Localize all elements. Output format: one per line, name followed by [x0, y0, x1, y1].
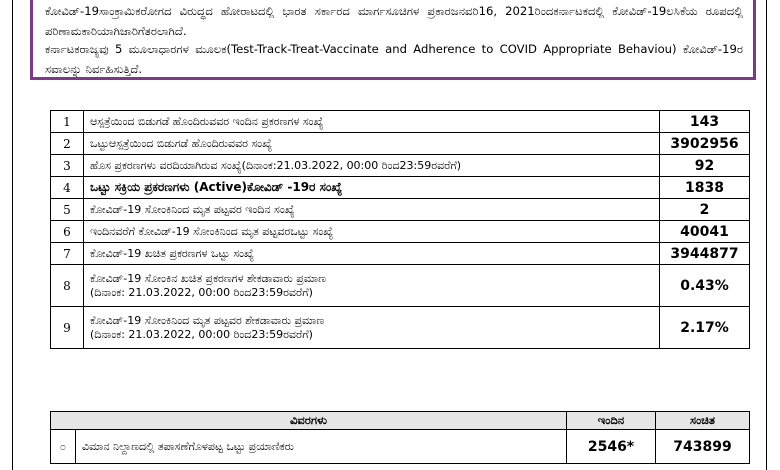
- notice-box: [30, 0, 756, 80]
- header-details: ವಿವರಗಳು: [51, 412, 567, 430]
- table-row: [51, 111, 750, 133]
- row-value: 0.43%: [660, 265, 750, 307]
- row-value: 40041: [660, 221, 750, 243]
- row-number: 3: [51, 155, 84, 177]
- row-value: 1838: [660, 177, 750, 199]
- table-row: [51, 221, 750, 243]
- table-row: [51, 307, 750, 349]
- row-number: 8: [51, 265, 84, 307]
- row-label-line: ಕೋವಿಡ್-19 ಸೋಂಕಿನಿಂದ ಮೃತ ಪಟ್ಟವರ ಶೇಕಡಾವಾರು ಪ್ರಮಾಣ: [90, 313, 325, 327]
- row-date-range: (ದಿನಾಂಕ: 21.03.2022, 00:00 ರಿಂದ23:59ರವರೆಗೆ): [90, 285, 313, 299]
- row-value: 2: [660, 199, 750, 221]
- page-border-right: [766, 0, 767, 470]
- row-number: ೦: [51, 430, 76, 464]
- row-value: 2.17%: [660, 307, 750, 349]
- page-border-left: [12, 0, 13, 470]
- table-row: [51, 133, 750, 155]
- table-row: [51, 199, 750, 221]
- row-number: 9: [51, 307, 84, 349]
- row-number: 1: [51, 111, 84, 133]
- header-today: ಇಂದಿನ: [567, 412, 656, 430]
- row-label: ವಿಮಾನ ನಿಲ್ದಾಣದಲ್ಲಿ ತಪಾಸಣೆಗೊಳಪಟ್ಟ ಒಟ್ಟು ಪ್ರಯಾಣಿಕರು: [76, 430, 567, 464]
- table-row: [51, 155, 750, 177]
- row-label: ಕೋವಿಡ್-19 ಖಚಿತ ಪ್ರಕರಣಗಳ ಒಟ್ಟು ಸಂಖ್ಯೆ: [84, 243, 660, 265]
- row-number: 2: [51, 133, 84, 155]
- row-label: ಒಟ್ಟು ಸಕ್ರಿಯ ಪ್ರಕರಣಗಳು (Active)ಕೋವಿಡ್ -19ರ ಸಂಖ್ಯೆ: [84, 177, 660, 199]
- row-label: ಒಟ್ಟುಆಸ್ಪತ್ರೆಯಿಂದ ಬಿಡುಗಡೆ ಹೊಂದಿರುವವರ ಸಂಖ್ಯೆ: [84, 133, 660, 155]
- row-value: 143: [660, 111, 750, 133]
- row-date-range: (ದಿನಾಂಕ: 21.03.2022, 00:00 ರಿಂದ23:59ರವರೆಗೆ): [90, 327, 313, 341]
- covid-stats-table: [50, 110, 750, 349]
- row-label: ಇಂದಿನವರೆಗೆ ಕೋವಿಡ್-19 ಸೋಂಕಿನಿಂದ ಮೃತ ಪಟ್ಟವರಒಟ್ಟು ಸಂಖ್ಯೆ: [84, 221, 660, 243]
- row-today: 2546*: [567, 430, 656, 464]
- row-number: 4: [51, 177, 84, 199]
- table-row: [51, 265, 750, 307]
- row-number: 7: [51, 243, 84, 265]
- row-cumulative: 743899: [656, 430, 750, 464]
- table-row: [51, 430, 750, 464]
- row-label: ಹೊಸ ಪ್ರಕರಣಗಳು ವರದಿಯಾಗಿರುವ ಸಂಖ್ಯೆ(ದಿನಾಂಕ:21.03.2022, 00:00 ರಿಂದ23:59ರವರೆಗೆ): [84, 155, 660, 177]
- header-cumulative: ಸಂಚಿತ: [656, 412, 750, 430]
- row-label: [84, 307, 660, 349]
- table-row: [51, 177, 750, 199]
- row-label: [84, 265, 660, 307]
- row-value: 92: [660, 155, 750, 177]
- row-value: 3944877: [660, 243, 750, 265]
- row-value: 3902956: [660, 133, 750, 155]
- table-header-row: [51, 412, 750, 430]
- table-row: [51, 243, 750, 265]
- notice-paragraph-1: ಕೋವಿಡ್-19ಸಾಂಕ್ರಾಮಿಕರೋಗದ ವಿರುದ್ಧದ ಹೋರಾಟದಲ್ಲಿ ಭಾರತ ಸರ್ಕಾರದ ಮಾರ್ಗಸೂಚಿಗಳ ಪ್ರಕಾರಜನವರಿ16, 2021ರಿಂದಕರ್ನಾಟಕದಲ್ಲಿ ಕೋವಿಡ್-19ಲಸಿಕೆಯ ರೂಪದಲ್ಲಿ ಪರಿಣಾಮಕಾರಿಯಾಗಿಜಾರಿಗೆತರಲಾಗಿದೆ.: [45, 4, 743, 38]
- row-label: ಕೋವಿಡ್-19 ಸೋಂಕಿನಿಂದ ಮೃತ ಪಟ್ಟವರ ಇಂದಿನ ಸಂಖ್ಯೆ: [84, 199, 660, 221]
- row-label-line: ಕೋವಿಡ್-19 ಸೋಂಕಿನ ಖಚಿತ ಪ್ರಕರಣಗಳ ಶೇಕಡಾವಾರು ಪ್ರಮಾಣ: [90, 271, 326, 285]
- row-number: 5: [51, 199, 84, 221]
- row-label: ಆಸ್ಪತ್ರೆಯಿಂದ ಬಿಡುಗಡೆ ಹೊಂದಿರುವವರ ಇಂದಿನ ಪ್ರಕರಣಗಳ ಸಂಖ್ಯೆ: [84, 111, 660, 133]
- row-number: 6: [51, 221, 84, 243]
- notice-paragraph-2: ಕರ್ನಾಟಕರಾಜ್ಯವು 5 ಮೂಲಾಧಾರಗಳ ಮೂಲಕ(Test-Track-Treat-Vaccinate and Adherence to COVID Appropriate Behaviou) ಕೋವಿಡ್-19ರ ಸವಾಲನ್ನು ನಿರ್ವಹಿಸುತ್ತಿದೆ.: [45, 42, 743, 76]
- travel-table: [50, 411, 750, 464]
